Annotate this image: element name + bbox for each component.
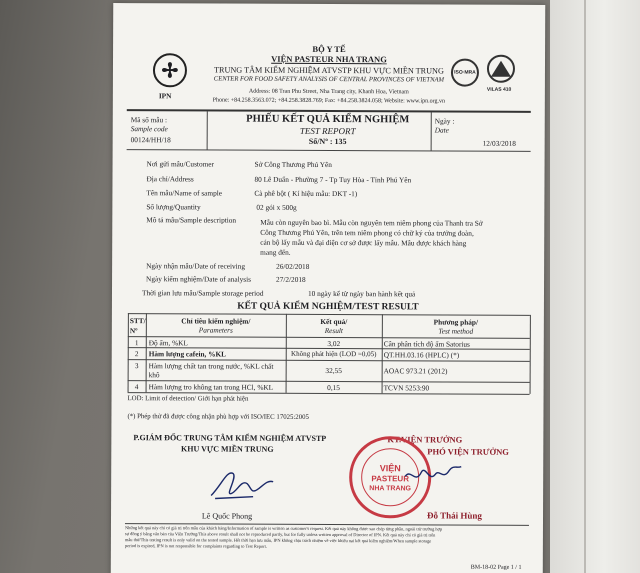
info-value: Sở Công Thương Phú Yên (254, 159, 332, 170)
table-cell: 4 (134, 382, 139, 392)
column-header-no: STT/ Nº (129, 316, 146, 336)
footer-disclaimer: Những kết quả này chỉ có giá trị trên mẫu của khách hàng/Information of sample is written as customer's request. Kết quả này không được sao chép từng phần, ngoài trừ trường hợp (124, 525, 443, 532)
info-value: Mẫu còn nguyên bao bì. Mẫu còn nguyên tem niêm phong của Thanh tra Sở (260, 217, 483, 228)
table-cell: Hàm lượng chất tan trong nước, %KL chất (148, 361, 274, 371)
address: Address: 08 Tran Phu Street, Nha Trang city, Khanh Hoa, Vietnam (248, 88, 409, 96)
right-signatory-title-2: PHÓ VIỆN TRƯỞNG (427, 446, 509, 457)
table-cell: Cân phân tích độ ẩm Satorius (383, 339, 470, 349)
footer-disclaimer: period is expired, IPN is not responsible for complaints regarding to Test Report. (124, 543, 267, 549)
info-value: 02 gói x 500g (256, 202, 297, 212)
handwritten-signature-icon (207, 465, 277, 501)
logo-label: IPN (158, 91, 172, 101)
stamp-text: NHA TRANG (369, 485, 412, 493)
background-door (550, 0, 640, 573)
column-header-method-vn: Phương pháp/ (433, 317, 479, 327)
info-value: Công Thương Phú Yên, trên tem niêm phong có chữ ký của trưởng đoàn, (260, 227, 474, 238)
center-name-en: CENTER FOR FOOD SAFETY ANALYSIS OF CENTRAL PROVINCES OF VIETNAM (213, 75, 445, 84)
date-label-vn: Ngày : (434, 116, 455, 126)
table-cell: Độ ẩm, %KL (148, 338, 188, 348)
footer-disclaimer: sự đồng ý bằng văn bản của Viện Trưởng/This above result shall not be reproduced partly, but for fully unless written approval of Director of IPN. Kết quả này chỉ có giá trị trên (124, 531, 436, 538)
info-label: Thời gian lưu mẫu/Sample storage period (141, 288, 264, 298)
contact-info: Phone: +84.258.3563.072; +84.258.3828.769; Fax: +84.258.3824.058; Website: www.ipn.org.vn (212, 97, 446, 105)
right-signatory-name: Đỗ Thái Hùng (427, 510, 482, 521)
info-value: mang đến. (260, 247, 291, 257)
title-divider-right (431, 112, 432, 150)
table-cell: 2 (134, 349, 139, 359)
note-lod: LOD: Limit of detection/ Giới hạn phát hiện (127, 395, 249, 403)
info-label: Ngày kiểm nghiệm/Date of analysis (146, 274, 252, 284)
table-cell: Hàm lượng cafein, %KL (148, 349, 227, 359)
column-header-param-en: Parameters (198, 325, 233, 335)
report-title-vn: PHIẾU KẾT QUẢ KIỂM NGHIỆM (246, 113, 410, 126)
info-label: Số lượng/Quantity (146, 202, 201, 212)
sample-code-label-vn: Mã số mẫu : (130, 115, 168, 125)
vilas-label: VILAS 410 (486, 86, 512, 93)
title-divider-left (207, 111, 208, 149)
info-label: Địa chỉ/Address (146, 174, 194, 184)
info-value: Cà phê bột ( Kí hiệu mẫu: DKT -1) (254, 188, 358, 199)
table-cell: 32,55 (325, 365, 342, 376)
results-heading: KẾT QUẢ KIỂM NGHIỆM/TEST RESULT (237, 301, 419, 313)
info-value: 10 ngày kể từ ngày ban hành kết quả (307, 288, 416, 299)
table-cell: QT.HH.03.16 (HPLC) (*) (383, 350, 460, 360)
table-cell: TCVN 5253:90 (383, 383, 430, 393)
pasteur-logo-icon: ✢ (153, 53, 187, 87)
info-value: 80 Lê Duẩn - Phường 7 - Tp Tuy Hòa - Tỉnh Phú Yên (254, 174, 412, 185)
report-number: Số/Nº : 135 (308, 136, 347, 147)
left-signatory-name: Lê Quốc Phong (201, 511, 253, 521)
column-header-method-en: Test method (438, 326, 474, 336)
table-cell: Không phát hiện (LOD =0,05) (291, 349, 377, 359)
report-title-en: TEST REPORT (299, 125, 356, 137)
right-signatory-title: KT.VIỆN TRƯỞNG (387, 434, 463, 445)
institute-name: VIỆN PASTEUR NHA TRANG (271, 53, 387, 65)
info-label: Ngày nhận mẫu/Date of receiving (146, 261, 246, 271)
ilac-mra-badge-icon: ISO·MRA (451, 59, 479, 87)
info-value: 27/2/2018 (276, 274, 306, 284)
stamp-text: PASTEUR (371, 474, 410, 484)
sample-code-value: 00124/HH/18 (130, 135, 171, 145)
date-label-en: Date (434, 125, 449, 135)
table-cell: 1 (134, 338, 139, 348)
table-cell: 3,02 (327, 338, 341, 349)
info-label: Mô tả mẫu/Sample description (146, 215, 237, 225)
footer-disclaimer: mẫu thử/This testing result is only valid on the tested sample. Hết thời hạn lưu mẫu, IPN không chịu trách nhiệm về việc khiếu nại kết quả kiểm nghiệm/When sample storage (124, 537, 432, 544)
table-cell: 3 (134, 361, 139, 371)
left-signatory-title: P.GIÁM ĐỐC TRUNG TÂM KIỂM NGHIỆM ATVSTP (133, 433, 327, 443)
header-divider (127, 109, 531, 113)
column-header-param-vn: Chỉ tiêu kiểm nghiệm/ (181, 316, 251, 326)
report-date: 12/03/2018 (482, 138, 516, 148)
table-cell: AOAC 973.21 (2012) (383, 366, 448, 376)
center-name-vn: TRUNG TÂM KIỂM NGHIỆM ATVSTP KHU VỰC MIỀN TRUNG (214, 65, 444, 76)
info-label: Tên mẫu/Name of sample (146, 188, 223, 198)
title-bottom-rule (127, 149, 531, 152)
stamp-text: VIỆN (379, 463, 401, 474)
right-signature-icon (403, 458, 463, 492)
table-cell: Hàm lượng tro không tan trong HCl, %KL (148, 382, 274, 392)
column-header-result-vn: Kết quả/ (320, 316, 348, 327)
info-value: cán bộ lấy mẫu và đại diện cơ sở được lấy mẫu. Mẫu được khách hàng (260, 237, 467, 248)
note-accreditation: (*) Phép thử đã được công nhận phù hợp với ISO/IEC 17025:2005 (127, 413, 309, 421)
left-signatory-title-2: KHU VỰC MIỀN TRUNG (181, 444, 274, 454)
column-header-result-en: Result (324, 325, 343, 336)
table-cell: khô (148, 370, 160, 380)
vilas-accreditation-icon (487, 55, 515, 83)
sample-code-label-en: Sample code (130, 124, 168, 134)
ministry-name: BỘ Y TẾ (312, 43, 346, 55)
info-value: 26/02/2018 (276, 261, 310, 271)
form-code: BM-18-02 Page 1 / 1 (470, 564, 522, 571)
table-cell: 0,15 (327, 382, 340, 393)
test-report-document (111, 3, 546, 573)
info-label: Nơi gửi mẫu/Customer (146, 159, 214, 169)
